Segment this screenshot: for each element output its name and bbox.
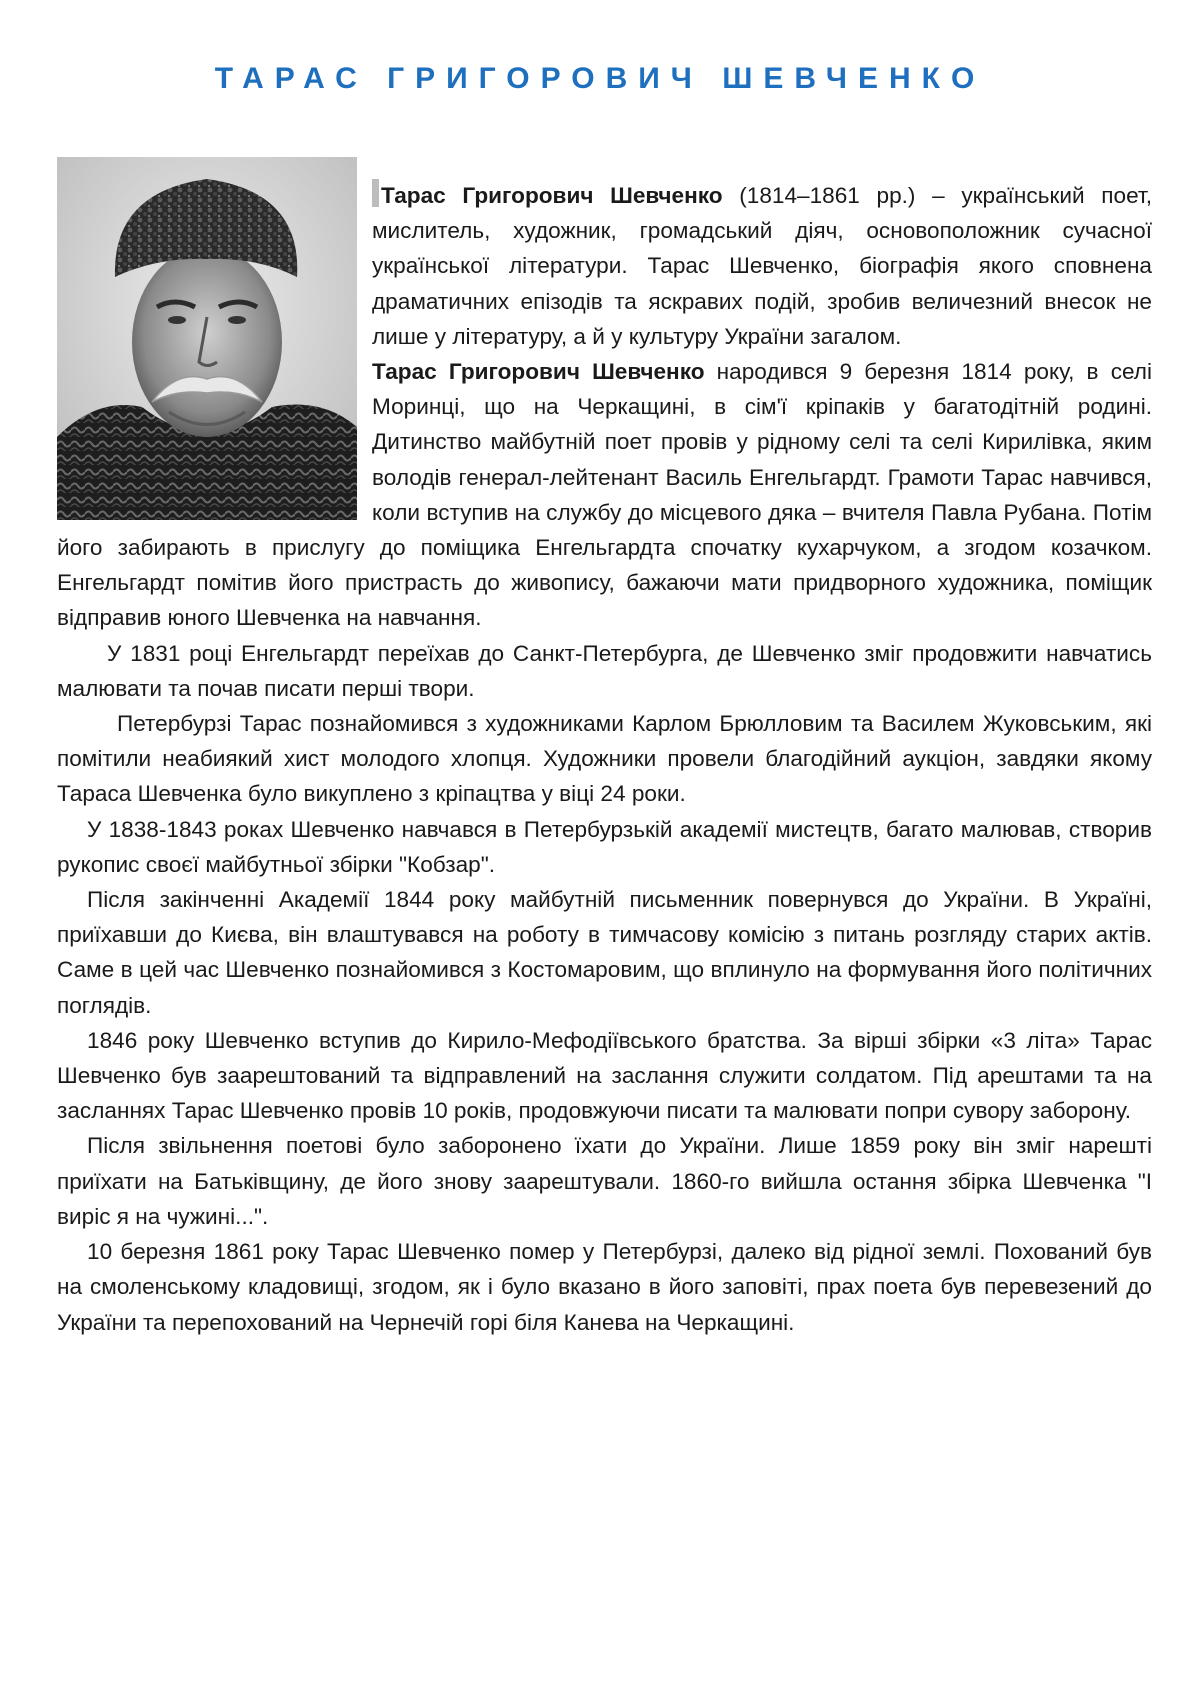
paragraph-release: Після звільнення поетові було заборонено їхати до України. Лише 1859 року він зміг нарешті приїхати на Батьківщину, де його знову заарештували. 1860-го вийшла остання збірка Шевченка "І виріс я на чужині...". [57, 1133, 1152, 1229]
portrait-wrap-space [57, 178, 372, 508]
biography-text [57, 178, 1152, 1340]
intro-name: Тарас Григорович Шевченко [381, 183, 723, 208]
birth-name: Тарас Григорович Шевченко [372, 359, 705, 385]
paragraph-arrest: 1846 року Шевченко вступив до Кирило-Мефодіївського братства. За вірші збірки «3 літа» Тарас Шевченко був заарештований та відправлений на заслання служити солдатом. Під арештами та на засланнях Тарас Шевченко провів 10 років, продовжуючи писати та малювати попри сувору заборону. [57, 1027, 1152, 1124]
paragraph-return: Після закінченні Академії 1844 року майбутній письменник повернувся до України. В Україні, приїхавши до Києва, він влаштувався на роботу в тимчасову комісію з питань розгляду старих актів. Саме в цей час Шевченко познайомився з Костомаровим, що вплинуло на формування його політичних поглядів. [57, 887, 1152, 1018]
paragraph-academy: У 1838-1843 роках Шевченко навчався в Петербурзькій академії мистецтв, багато малював, створив рукопис своєї майбутньої збірки "Кобзар". [57, 816, 1152, 877]
paragraph-death: 10 березня 1861 року Тарас Шевченко помер у Петербурзі, далеко від рідної землі. Похований був на смоленському кладовищі, згодом, як і було вказано в його заповіті, прах поета був перевезений до України та перепохований на Чернечій горі біля Канева на Черкащині. [57, 1239, 1152, 1335]
birth-text: народився 9 березня 1814 року, в селі Моринці, що на Черкащині, в сім'ї кріпаків у багатодітній родині. Дитинство майбутній поет провів у рідному селі та селі Кирилівка, яким володів генерал-лейтенант Василь Енгельгардт. Грамоти Тарас навчився, коли вступив на службу до місцевого дяка – вчителя Павла Рубана. Потім його забирають в прислугу до поміщика Енгельгардта спочатку кухарчуком, а згодом козачком. Енгельгардт помітив його пристрасть до живопису, бажаючи мати придворного художника, поміщик відправив юного Шевченка на навчання. [57, 359, 1153, 631]
paragraph-petersburg: Петербурзі Тарас познайомився з художниками Карлом Брюлловим та Василем Жуковським, які помітили неабиякий хист молодого хлопця. Художники провели благодійний аукціон, завдяки якому Тараса Шевченка було викуплено з кріпацтва у віці 24 роки. [57, 711, 1152, 807]
page-title: ТАРАС ГРИГОРОВИЧ ШЕВЧЕНКО [214, 62, 986, 95]
text-cursor-marker [372, 179, 379, 207]
intro-text: (1814–1861 рр.) – український поет, мислитель, художник, громадський діяч, основоположник сучасної української літератури. Тарас Шевченко, біографія якого сповнена драматичних епізодів та яскравих подій, зробив величезний внесок не лише у літературу, а й у культуру України загалом. [372, 183, 1153, 349]
paragraph-1831: У 1831 році Енгельгардт переїхав до Санкт-Петербурга, де Шевченко зміг продовжити навчатись малювати та почав писати перші твори. [57, 640, 1152, 701]
